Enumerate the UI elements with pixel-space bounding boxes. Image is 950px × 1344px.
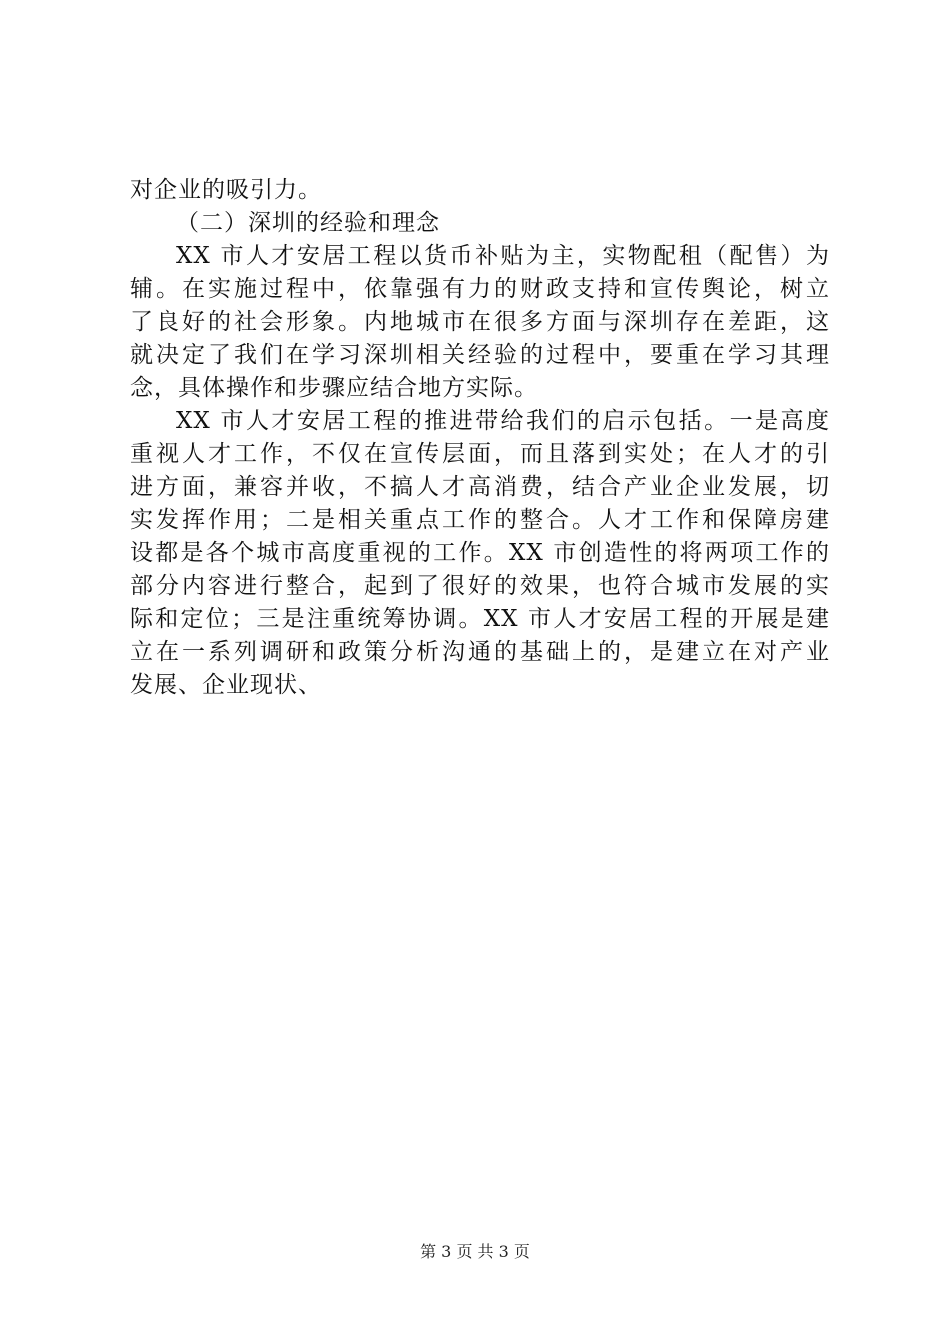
paragraph-line: 实发挥作用；二是相关重点工作的整合。人才工作和保障房建 bbox=[130, 507, 830, 533]
paragraph-line: XX 市人才安居工程以货币补贴为主，实物配租（配售）为 bbox=[176, 243, 830, 269]
section-heading: （二）深圳的经验和理念 bbox=[176, 210, 440, 236]
paragraph-line: 了良好的社会形象。内地城市在很多方面与深圳存在差距，这 bbox=[130, 309, 830, 335]
paragraph-line: 进方面，兼容并收，不搞人才高消费，结合产业企业发展，切 bbox=[130, 474, 830, 500]
paragraph-line: 重视人才工作，不仅在宣传层面，而且落到实处；在人才的引 bbox=[130, 441, 830, 467]
paragraph-line: 际和定位；三是注重统筹协调。XX 市人才安居工程的开展是建 bbox=[130, 606, 830, 632]
text-line: 对企业的吸引力。 bbox=[130, 177, 322, 203]
paragraph-line: 部分内容进行整合，起到了很好的效果，也符合城市发展的实 bbox=[130, 573, 830, 599]
paragraph-line: 立在一系列调研和政策分析沟通的基础上的，是建立在对产业 bbox=[130, 639, 830, 665]
paragraph-line: 发展、企业现状、 bbox=[130, 672, 322, 698]
page-number-footer: 第 3 页 共 3 页 bbox=[420, 1242, 530, 1261]
paragraph-line: 辅。在实施过程中，依靠强有力的财政支持和宣传舆论，树立 bbox=[130, 276, 830, 302]
paragraph-line: 就决定了我们在学习深圳相关经验的过程中，要重在学习其理 bbox=[130, 342, 830, 368]
document-body bbox=[130, 174, 830, 702]
paragraph-line: 设都是各个城市高度重视的工作。XX 市创造性的将两项工作的 bbox=[130, 540, 830, 566]
paragraph-line: 念，具体操作和步骤应结合地方实际。 bbox=[130, 375, 538, 401]
paragraph-line: XX 市人才安居工程的推进带给我们的启示包括。一是高度 bbox=[176, 408, 830, 434]
